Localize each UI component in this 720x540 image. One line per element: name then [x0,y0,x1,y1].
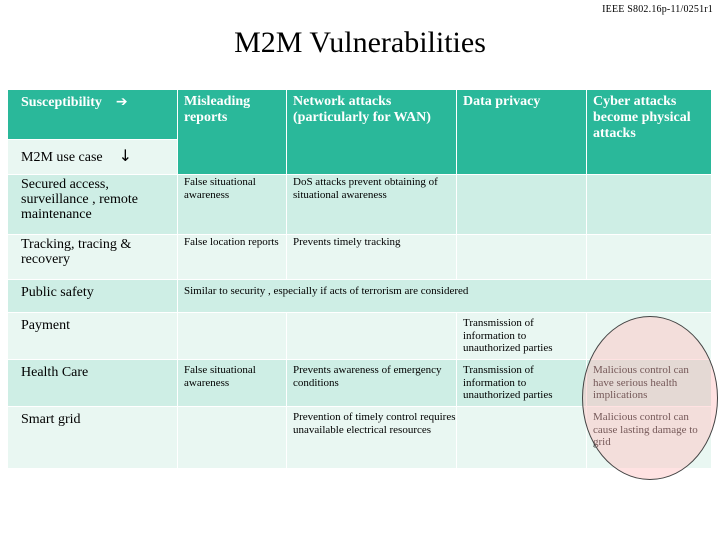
table-cell [287,313,457,360]
table-cell: Malicious control can cause lasting damage to grid [587,407,712,469]
right-arrow-icon: ➔ [115,94,128,110]
susceptibility-label: Susceptibility [21,95,102,110]
table-cell-span: Similar to security , especially if acts of terrorism are considered [178,280,712,313]
table-cell: Prevention of timely control requires unavailable electrical resources [287,407,457,469]
corner-header-susceptibility [8,90,178,140]
column-header-cyber-attacks: Cyber attacks become physical attacks [587,90,712,175]
table-cell: Transmission of information to unauthorized parties [457,313,587,360]
row-label-health-care: Health Care [8,360,178,407]
row-label-smart-grid: Smart grid [8,407,178,469]
table-cell: False location reports [178,235,287,280]
table-cell: False situational awareness [178,360,287,407]
table-cell [587,313,712,360]
table-cell [457,175,587,235]
down-arrow-icon: ↓ [118,146,133,165]
table-cell [587,175,712,235]
table-cell: False situational awareness [178,175,287,235]
corner-header-use-case [8,140,178,175]
row-label-tracking: Tracking, tracing & recovery [8,235,178,280]
table-cell [178,313,287,360]
table-cell: Malicious control can have serious health implications [587,360,712,407]
table-cell: Transmission of information to unauthorized parties [457,360,587,407]
table-cell [178,407,287,469]
table-cell: DoS attacks prevent obtaining of situational awareness [287,175,457,235]
use-case-label: M2M use case [21,150,103,165]
column-header-data-privacy: Data privacy [457,90,587,175]
table-cell [587,235,712,280]
row-label-payment: Payment [8,313,178,360]
slide-title: M2M Vulnerabilities [234,26,486,59]
row-label-secured-access: Secured access, surveillance , remote maintenance [8,175,178,235]
table-cell [457,407,587,469]
column-header-network-attacks: Network attacks (particularly for WAN) [287,90,457,175]
table-cell: Prevents awareness of emergency conditions [287,360,457,407]
table-cell: Prevents timely tracking [287,235,457,280]
row-label-public-safety: Public safety [8,280,178,313]
table-cell [457,235,587,280]
doc-id: IEEE S802.16p-11/0251r1 [602,4,713,15]
column-header-misleading-reports: Misleading reports [178,90,287,175]
